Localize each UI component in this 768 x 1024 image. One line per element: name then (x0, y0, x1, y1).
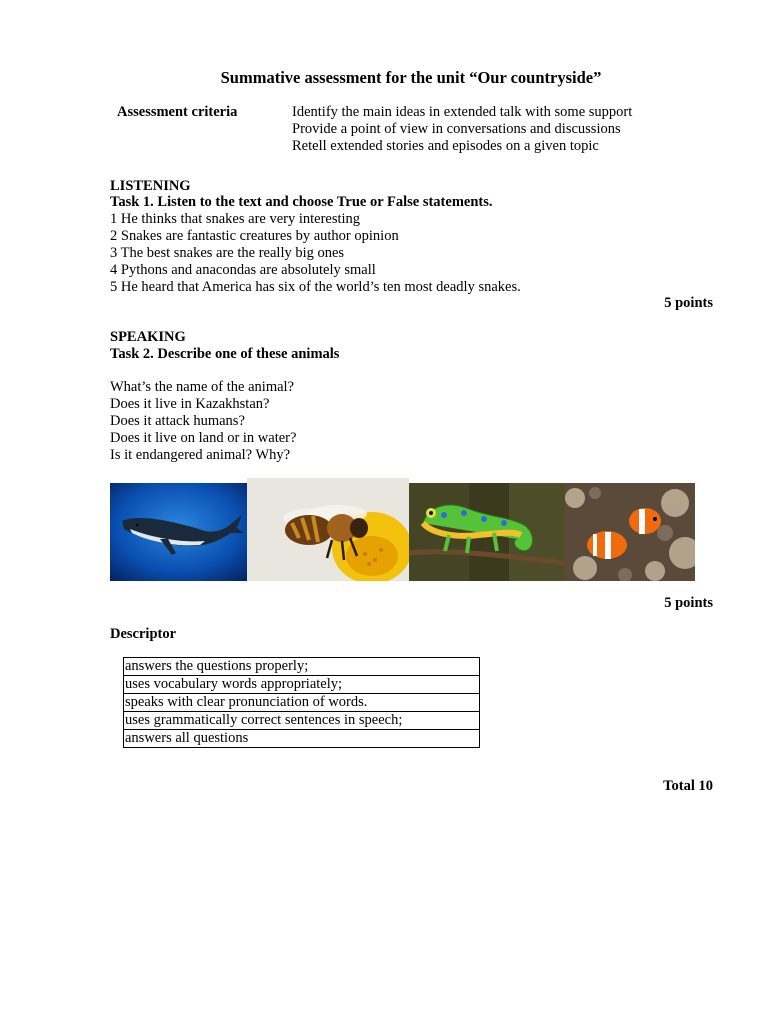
bee-image (247, 478, 409, 581)
statement: 5 He heard that America has six of the world’s ten most deadly snakes. (110, 279, 521, 295)
listening-task: Task 1. Listen to the text and choose True or False statements. (110, 194, 493, 210)
descriptor-table (123, 657, 480, 748)
speaking-points: 5 points (664, 595, 713, 611)
statement: 2 Snakes are fantastic creatures by author opinion (110, 228, 399, 244)
speaking-heading: SPEAKING (110, 329, 186, 345)
statement: 1 He thinks that snakes are very interesting (110, 211, 361, 227)
criterion: Identify the main ideas in extended talk with some support (292, 104, 633, 120)
question: What’s the name of the animal? (110, 379, 294, 395)
table-row (124, 658, 480, 676)
total-score: Total 10 (663, 778, 713, 794)
page-title: Summative assessment for the unit “Our countryside” (220, 68, 602, 87)
descriptor-cell: answers the questions properly; (124, 658, 480, 676)
table-row (124, 694, 480, 712)
table-row (124, 676, 480, 694)
listening-points: 5 points (664, 295, 713, 311)
speaking-questions (110, 379, 296, 464)
table-row (124, 730, 480, 748)
descriptor-heading: Descriptor (110, 626, 177, 642)
statement: 3 The best snakes are the really big ones (110, 245, 345, 261)
chameleon-image (409, 483, 565, 581)
clownfish-image (565, 483, 695, 581)
statement: 4 Pythons and anacondas are absolutely small (110, 262, 376, 278)
criterion: Retell extended stories and episodes on a given topic (292, 138, 599, 154)
listening-heading: LISTENING (110, 178, 191, 194)
question: Is it endangered animal? Why? (110, 447, 291, 463)
question: Does it live on land or in water? (110, 430, 297, 446)
question: Does it attack humans? (110, 413, 245, 429)
assessment-criteria-list (292, 104, 632, 155)
whale-image (110, 483, 247, 581)
descriptor-cell: uses vocabulary words appropriately; (124, 676, 480, 694)
animal-images (110, 478, 695, 581)
listening-statements (110, 211, 521, 296)
table-row (124, 712, 480, 730)
question: Does it live in Kazakhstan? (110, 396, 270, 412)
speaking-task: Task 2. Describe one of these animals (110, 346, 340, 362)
assessment-criteria-label: Assessment criteria (117, 104, 238, 120)
descriptor-cell: speaks with clear pronunciation of words. (124, 694, 480, 712)
descriptor-cell: answers all questions (124, 730, 480, 748)
descriptor-cell: uses grammatically correct sentences in speech; (124, 712, 480, 730)
criterion: Provide a point of view in conversations and discussions (292, 121, 621, 137)
